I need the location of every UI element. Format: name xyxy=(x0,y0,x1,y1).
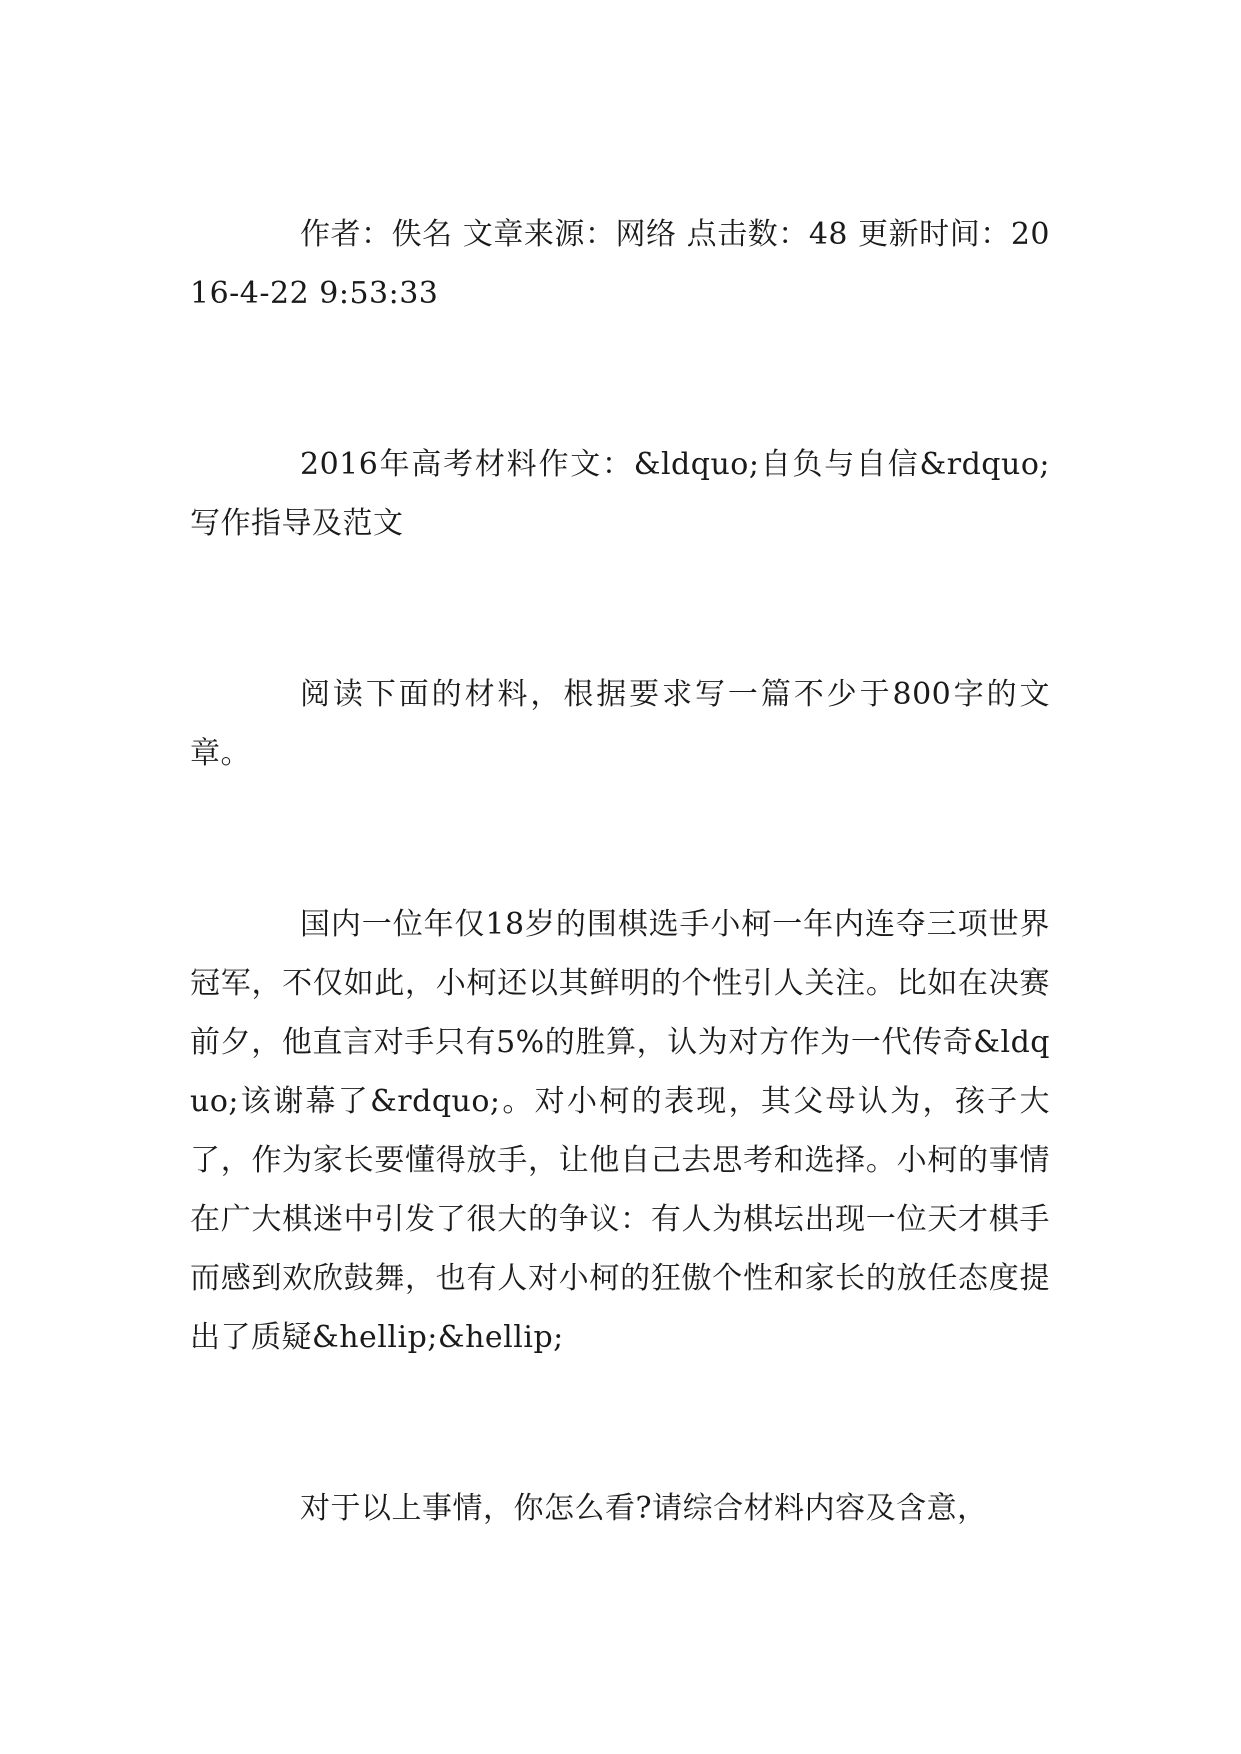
question-paragraph: 对于以上事情，你怎么看?请综合材料内容及含意， xyxy=(300,1491,988,1526)
document-body xyxy=(190,205,1050,1538)
article-title-line: 2016年高考材料作文：&ldquo;自负与自信&rdquo;写作指导及范文 xyxy=(190,447,1050,541)
material-paragraph: 国内一位年仅18岁的围棋选手小柯一年内连夺三项世界冠军，不仅如此，小柯还以其鲜明的个性引人关注。比如在决赛前夕，他直言对手只有5%的胜算，认为对方作为一代传奇&ldquo;该谢幕了&rdquo;。对小柯的表现，其父母认为，孩子大了，作为家长要懂得放手，让他自己去思考和选择。小柯的事情在广大棋迷中引发了很大的争议：有人为棋坛出现一位天才棋手而感到欢欣鼓舞，也有人对小柯的狂傲个性和家长的放任态度提出了质疑&hellip;&hellip; xyxy=(190,907,1050,1355)
article-meta-line: 作者：佚名 文章来源：网络 点击数：48 更新时间：2016-4-22 9:53:33 xyxy=(190,217,1050,311)
writing-instruction: 阅读下面的材料，根据要求写一篇不少于800字的文章。 xyxy=(190,677,1050,771)
